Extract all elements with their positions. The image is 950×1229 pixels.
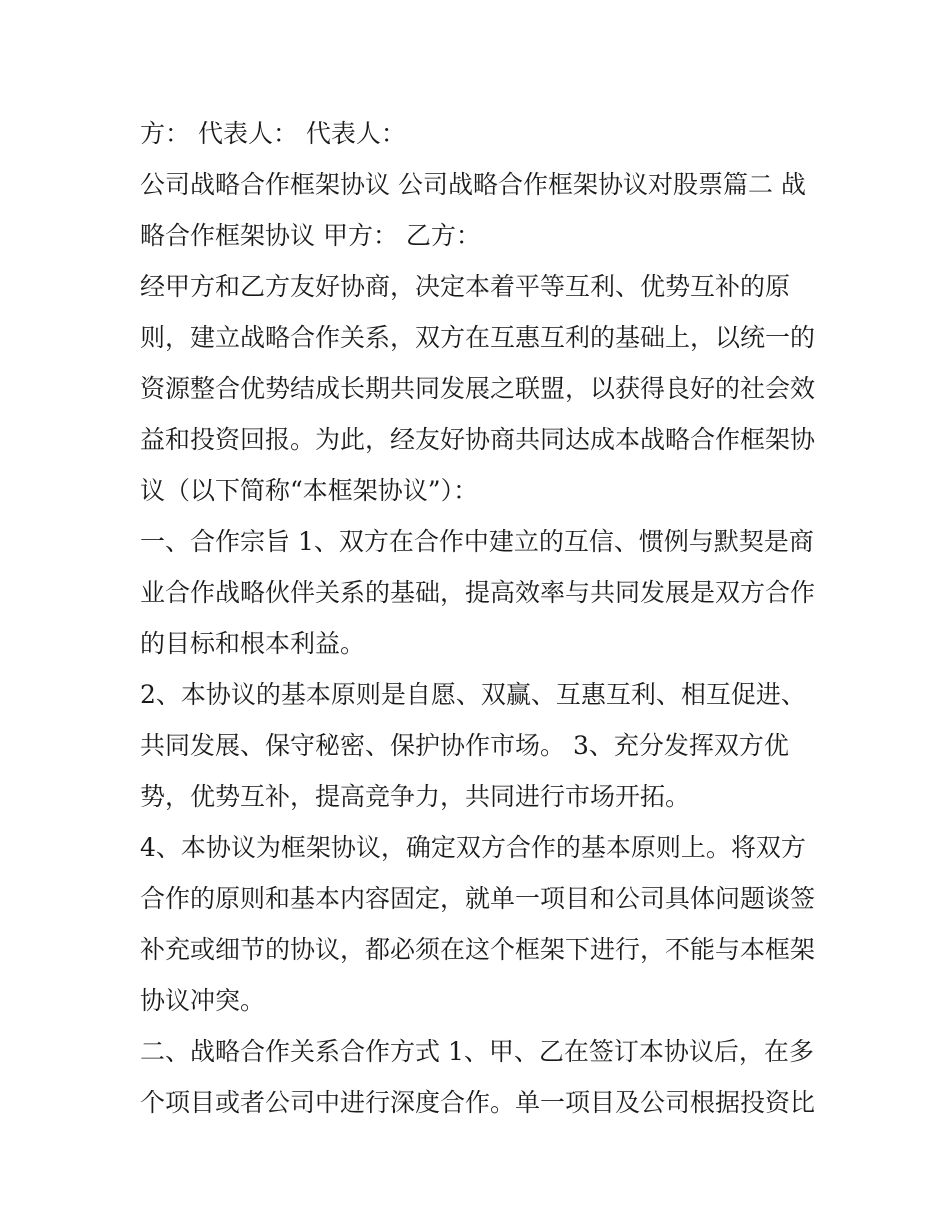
text-line: 4、本协议为框架协议，确定双方合作的基本原则上。将双方	[140, 833, 806, 862]
text-line: 则，建立战略合作关系，双方在互惠互利的基础上，以统一的	[140, 323, 816, 352]
text-line: 二、战略合作关系合作方式 1、甲、乙在签订本协议后，在多	[140, 1037, 814, 1066]
text-line: 势，优势互补，提高竞争力，共同进行市场开拓。	[140, 782, 691, 811]
text-line: 业合作战略伙伴关系的基础，提高效率与共同发展是双方合作	[140, 578, 816, 607]
text-line: 公司战略合作框架协议 公司战略合作框架协议对股票篇二 战	[140, 170, 806, 199]
text-line: 益和投资回报。为此，经友好协商共同达成本战略合作框架协	[140, 425, 816, 454]
paragraph-section-2	[140, 1026, 820, 1128]
text-line: 协议冲突。	[140, 986, 266, 1015]
text-line: 共同发展、保守秘密、保护协作市场。 3、充分发挥双方优	[140, 731, 789, 760]
text-line: 略合作框架协议 甲方： 乙方：	[140, 221, 481, 250]
text-line: 的目标和根本利益。	[140, 629, 366, 658]
document-body	[140, 108, 820, 1128]
paragraph-preamble	[140, 261, 820, 516]
text-line: 合作的原则和基本内容固定，就单一项目和公司具体问题谈签	[140, 884, 816, 913]
text-line: 补充或细节的协议，都必须在这个框架下进行，不能与本框架	[140, 935, 816, 964]
text-line: 2、本协议的基本原则是自愿、双赢、互惠互利、相互促进、	[140, 680, 806, 709]
paragraph-clause-2-3	[140, 669, 820, 822]
text-line: 个项目或者公司中进行深度合作。单一项目及公司根据投资比	[140, 1088, 816, 1117]
paragraph-clause-4	[140, 822, 820, 1026]
text-line: 资源整合优势结成长期共同发展之联盟，以获得良好的社会效	[140, 374, 816, 403]
text-line: 经甲方和乙方友好协商，决定本着平等互利、优势互补的原	[140, 272, 791, 301]
paragraph-title	[140, 159, 820, 261]
text-line: 议（以下简称“本框架协议”）：	[140, 476, 479, 505]
paragraph-signatories	[140, 108, 820, 159]
text-line: 方： 代表人： 代表人：	[140, 119, 406, 148]
paragraph-section-1	[140, 516, 820, 669]
text-line: 一、合作宗旨 1、双方在合作中建立的互信、惯例与默契是商	[140, 527, 814, 556]
